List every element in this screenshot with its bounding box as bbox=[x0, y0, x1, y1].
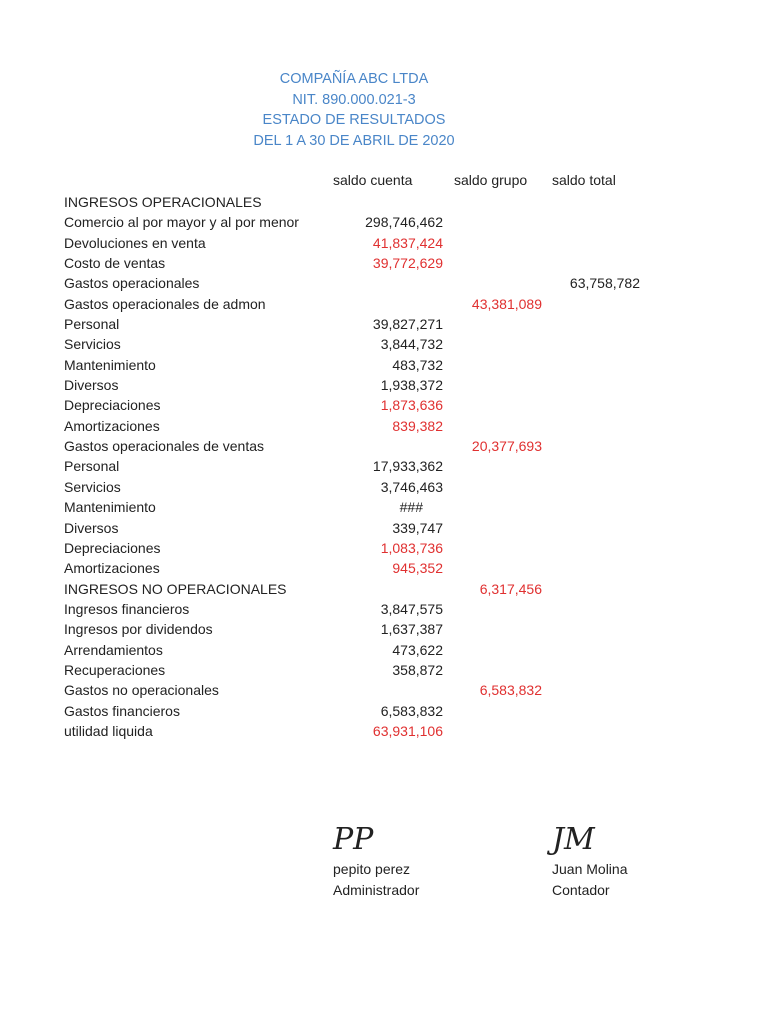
statement-row bbox=[0, 721, 768, 741]
saldo-total-value: 63,758,782 bbox=[569, 275, 640, 292]
saldo-cuenta-value: 473,622 bbox=[392, 641, 443, 658]
statement-row bbox=[0, 518, 768, 538]
saldo-cuenta-value: 298,746,462 bbox=[365, 214, 443, 231]
row-label: Amortizaciones bbox=[64, 560, 160, 577]
signature-initials: PP bbox=[333, 822, 374, 857]
row-label: Diversos bbox=[64, 519, 119, 536]
statement-row bbox=[0, 619, 768, 639]
row-label: Mantenimiento bbox=[64, 499, 156, 516]
statement-row bbox=[0, 538, 768, 558]
statement-rows bbox=[0, 192, 768, 741]
row-label: INGRESOS OPERACIONALES bbox=[64, 194, 262, 210]
statement-row bbox=[0, 395, 768, 415]
saldo-cuenta-value: 1,938,372 bbox=[380, 377, 443, 394]
statement-row bbox=[0, 253, 768, 273]
row-label: INGRESOS NO OPERACIONALES bbox=[64, 580, 287, 597]
saldo-grupo-value: 20,377,693 bbox=[471, 438, 542, 455]
saldo-cuenta-value: 41,837,424 bbox=[372, 234, 443, 251]
statement-row bbox=[0, 558, 768, 578]
row-label: Servicios bbox=[64, 336, 121, 353]
row-label: Mantenimiento bbox=[64, 356, 156, 373]
column-header-saldo-cuenta: saldo cuenta bbox=[333, 172, 413, 188]
saldo-cuenta-value: 6,583,832 bbox=[380, 702, 443, 719]
saldo-grupo-value: 6,317,456 bbox=[479, 580, 542, 597]
row-label: Diversos bbox=[64, 377, 119, 394]
statement-row bbox=[0, 660, 768, 680]
saldo-cuenta-value: 3,746,463 bbox=[380, 478, 443, 495]
saldo-cuenta-value: 39,772,629 bbox=[372, 255, 443, 272]
signer-role: Administrador bbox=[333, 882, 420, 898]
row-label: Arrendamientos bbox=[64, 641, 163, 658]
signature-block-administrador bbox=[333, 823, 419, 901]
statement-row bbox=[0, 355, 768, 375]
saldo-grupo-value: 6,583,832 bbox=[479, 682, 542, 699]
row-label: Depreciaciones bbox=[64, 539, 161, 556]
row-label: Comercio al por mayor y al por menor bbox=[64, 214, 299, 231]
row-label: Costo de ventas bbox=[64, 255, 166, 272]
row-label: Ingresos financieros bbox=[64, 600, 190, 617]
saldo-cuenta-value: 945,352 bbox=[392, 560, 443, 577]
saldo-grupo-value: 43,381,089 bbox=[471, 295, 542, 312]
saldo-cuenta-value: ### bbox=[399, 499, 423, 516]
saldo-cuenta-value: 1,637,387 bbox=[380, 621, 443, 638]
statement-row bbox=[0, 212, 768, 232]
column-header-saldo-total: saldo total bbox=[552, 172, 616, 188]
signer-name: Juan Molina bbox=[552, 861, 628, 877]
saldo-cuenta-value: 483,732 bbox=[392, 356, 443, 373]
signer-role: Contador bbox=[552, 882, 610, 898]
column-header-saldo-grupo: saldo grupo bbox=[454, 172, 528, 188]
row-label: utilidad liquida bbox=[64, 722, 153, 739]
statement-row bbox=[0, 294, 768, 314]
statement-row bbox=[0, 273, 768, 293]
row-label: Ingresos por dividendos bbox=[64, 621, 213, 638]
report-title: ESTADO DE RESULTADOS bbox=[262, 112, 446, 128]
row-label: Gastos no operacionales bbox=[64, 682, 219, 699]
saldo-cuenta-value: 358,872 bbox=[392, 661, 443, 678]
saldo-cuenta-value: 839,382 bbox=[392, 417, 443, 434]
statement-row bbox=[0, 640, 768, 660]
statement-row bbox=[0, 579, 768, 599]
document-header bbox=[0, 69, 708, 151]
signer-name: pepito perez bbox=[333, 861, 411, 877]
saldo-cuenta-value: 1,873,636 bbox=[380, 397, 443, 414]
row-label: Gastos operacionales bbox=[64, 275, 200, 292]
row-label: Gastos operacionales de ventas bbox=[64, 438, 265, 455]
saldo-cuenta-value: 339,747 bbox=[392, 519, 443, 536]
row-label: Depreciaciones bbox=[64, 397, 161, 414]
statement-row bbox=[0, 436, 768, 456]
statement-row bbox=[0, 680, 768, 700]
row-label: Gastos financieros bbox=[64, 702, 180, 719]
saldo-cuenta-value: 17,933,362 bbox=[372, 458, 443, 475]
row-label: Recuperaciones bbox=[64, 661, 166, 678]
saldo-cuenta-value: 39,827,271 bbox=[372, 316, 443, 333]
row-label: Personal bbox=[64, 316, 120, 333]
statement-row bbox=[0, 599, 768, 619]
company-nit: NIT. 890.000.021-3 bbox=[292, 91, 416, 108]
statement-row bbox=[0, 477, 768, 497]
statement-row bbox=[0, 416, 768, 436]
statement-row bbox=[0, 375, 768, 395]
row-label: Devoluciones en venta bbox=[64, 234, 206, 251]
company-name: COMPAÑÍA ABC LTDA bbox=[279, 71, 429, 87]
report-period: DEL 1 A 30 DE ABRIL DE 2020 bbox=[253, 132, 455, 149]
statement-row bbox=[0, 192, 768, 212]
saldo-cuenta-value: 63,931,106 bbox=[372, 722, 443, 739]
row-label: Servicios bbox=[64, 478, 121, 495]
saldo-cuenta-value: 3,844,732 bbox=[380, 336, 443, 353]
statement-row bbox=[0, 233, 768, 253]
row-label: Gastos operacionales de admon bbox=[64, 295, 266, 312]
saldo-cuenta-value: 3,847,575 bbox=[380, 600, 443, 617]
statement-row bbox=[0, 314, 768, 334]
statement-row bbox=[0, 456, 768, 476]
statement-row bbox=[0, 334, 768, 354]
signature-block-contador bbox=[552, 823, 628, 901]
row-label: Personal bbox=[64, 458, 120, 475]
row-label: Amortizaciones bbox=[64, 417, 160, 434]
statement-row bbox=[0, 497, 768, 517]
signature-initials: JM bbox=[552, 822, 595, 857]
statement-row bbox=[0, 701, 768, 721]
saldo-cuenta-value: 1,083,736 bbox=[380, 539, 443, 556]
